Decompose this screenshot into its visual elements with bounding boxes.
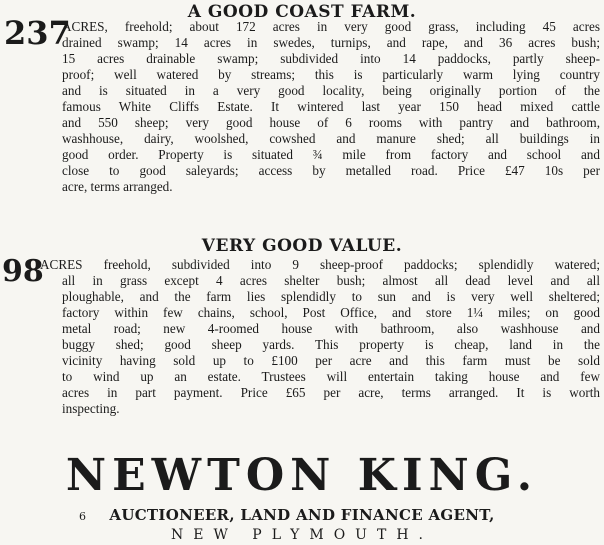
ad2-line: vicinity having sold up to £100 per acre and this farm must be sold: [62, 353, 600, 368]
ad1-line: and 550 sheep; very good house of 6 rooms with pantry and bathroom,: [62, 115, 600, 130]
ad2-line: buggy shed; good sheep yards. This property is cheap, land in the: [62, 337, 600, 352]
ad1-line: 15 acres drainable swamp; subdivided into 14 paddocks, partly sheep-: [62, 51, 600, 66]
ad1-line: washhouse, dairy, woolshed, cowshed and manure shed; all buildings in: [62, 131, 600, 146]
ad1-line: proof; well watered by streams; this is particularly warm lying country: [62, 67, 600, 82]
ad1-heading: A GOOD COAST FARM.: [187, 2, 417, 22]
ad2-line: all in grass except 4 acres shelter bush; almost all dead level and all: [62, 273, 600, 288]
ad2-line: metal road; new 4-roomed house with bathroom, also washhouse and: [62, 321, 600, 336]
agent-name: NEWTON KING.: [65, 450, 539, 501]
ad1-line: ACRES, freehold; about 172 acres in very good grass, including 45 acres: [62, 19, 600, 34]
print-mark: 6: [79, 510, 86, 523]
ad2-line: ploughable, and the farm lies splendidly to sun and is very well sheltered;: [62, 289, 600, 304]
ad1-line: acre, terms arranged.: [62, 179, 173, 194]
ad1-line: and is situated in a very good locality, being originally portion of the: [62, 83, 600, 98]
ad1-line: close to good saleyards; access by metalled road. Price £47 10s per: [62, 163, 600, 178]
ad1-line: good order. Property is situated ¾ mile from factory and school and: [62, 147, 600, 162]
ad1-line: famous White Cliffs Estate. It wintered last year 150 head mixed cattle: [62, 99, 600, 114]
agent-city: NEW PLYMOUTH.: [171, 527, 433, 543]
ad2-line: acres in part payment. Price £65 per acre, terms arranged. It is worth: [62, 385, 600, 400]
agent-subtitle: AUCTIONEER, LAND AND FINANCE AGENT,: [109, 506, 495, 524]
ad1-line: drained swamp; 14 acres in swedes, turnips, and rape, and 36 acres bush;: [62, 35, 600, 50]
ad2-line: inspecting.: [62, 401, 120, 416]
ad2-line: factory within few chains, school, Post Office, and store 1¼ miles; on good: [62, 305, 600, 320]
ad2-line: ACRES freehold, subdivided into 9 sheep-proof paddocks; splendidly watered;: [40, 257, 600, 272]
ad2-line: to wind up an estate. Trustees will entertain taking house and few: [62, 369, 600, 384]
ad2-heading: VERY GOOD VALUE.: [201, 236, 403, 256]
ad1-acre-number: 237: [4, 14, 71, 52]
ad2-acre-number: 98: [2, 254, 44, 289]
